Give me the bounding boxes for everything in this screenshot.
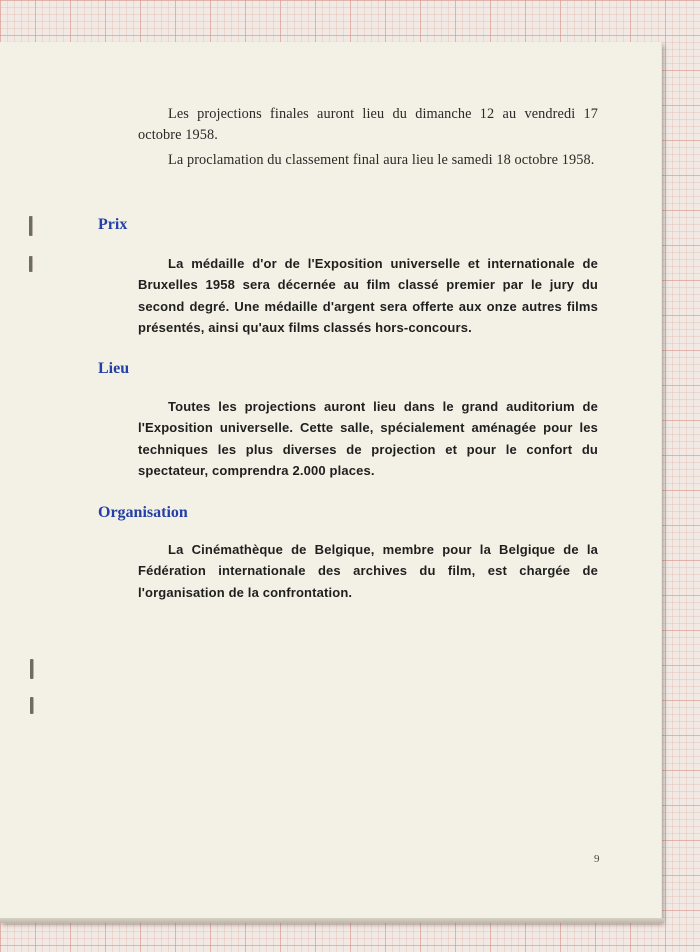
- paragraph-organisation: La Cinémathèque de Belgique, membre pour la Belgique de la Fédération internationale des archives du film, est chargée de l'organisation de la confrontation.: [138, 542, 598, 600]
- paragraph-prix: La médaille d'or de l'Exposition universelle et internationale de Bruxelles 1958 sera décernée au film classé premier par le jury du second degré. Une médaille d'argent sera offerte aux onze autres films présentés, ainsi qu'aux films classés hors-concours.: [138, 256, 598, 335]
- paragraph-final-projections: Les projections finales auront lieu du dimanche 12 au vendredi 17 octobre 1958.: [138, 106, 598, 144]
- heading-prix: Prix: [98, 216, 128, 233]
- paragraph-lieu: Toutes les projections auront lieu dans le grand auditorium de l'Exposition universelle. Cette salle, spécialement aménagée pour les techniques les plus diverses de projection et pour le confort du spectateur, comprendra 2.000 places.: [138, 399, 598, 478]
- document-page: [0, 42, 662, 922]
- heading-lieu: Lieu: [98, 360, 130, 377]
- staple-mark: [30, 659, 33, 679]
- page-number: 9: [594, 853, 600, 865]
- paragraph-proclamation: La proclamation du classement final aura lieu le samedi 18 octobre 1958.: [168, 152, 595, 168]
- page-bottom-edge: [0, 918, 664, 923]
- heading-organisation: Organisation: [98, 504, 188, 521]
- staple-mark: [29, 256, 32, 272]
- staple-mark: [30, 697, 33, 714]
- staple-mark: [29, 216, 32, 236]
